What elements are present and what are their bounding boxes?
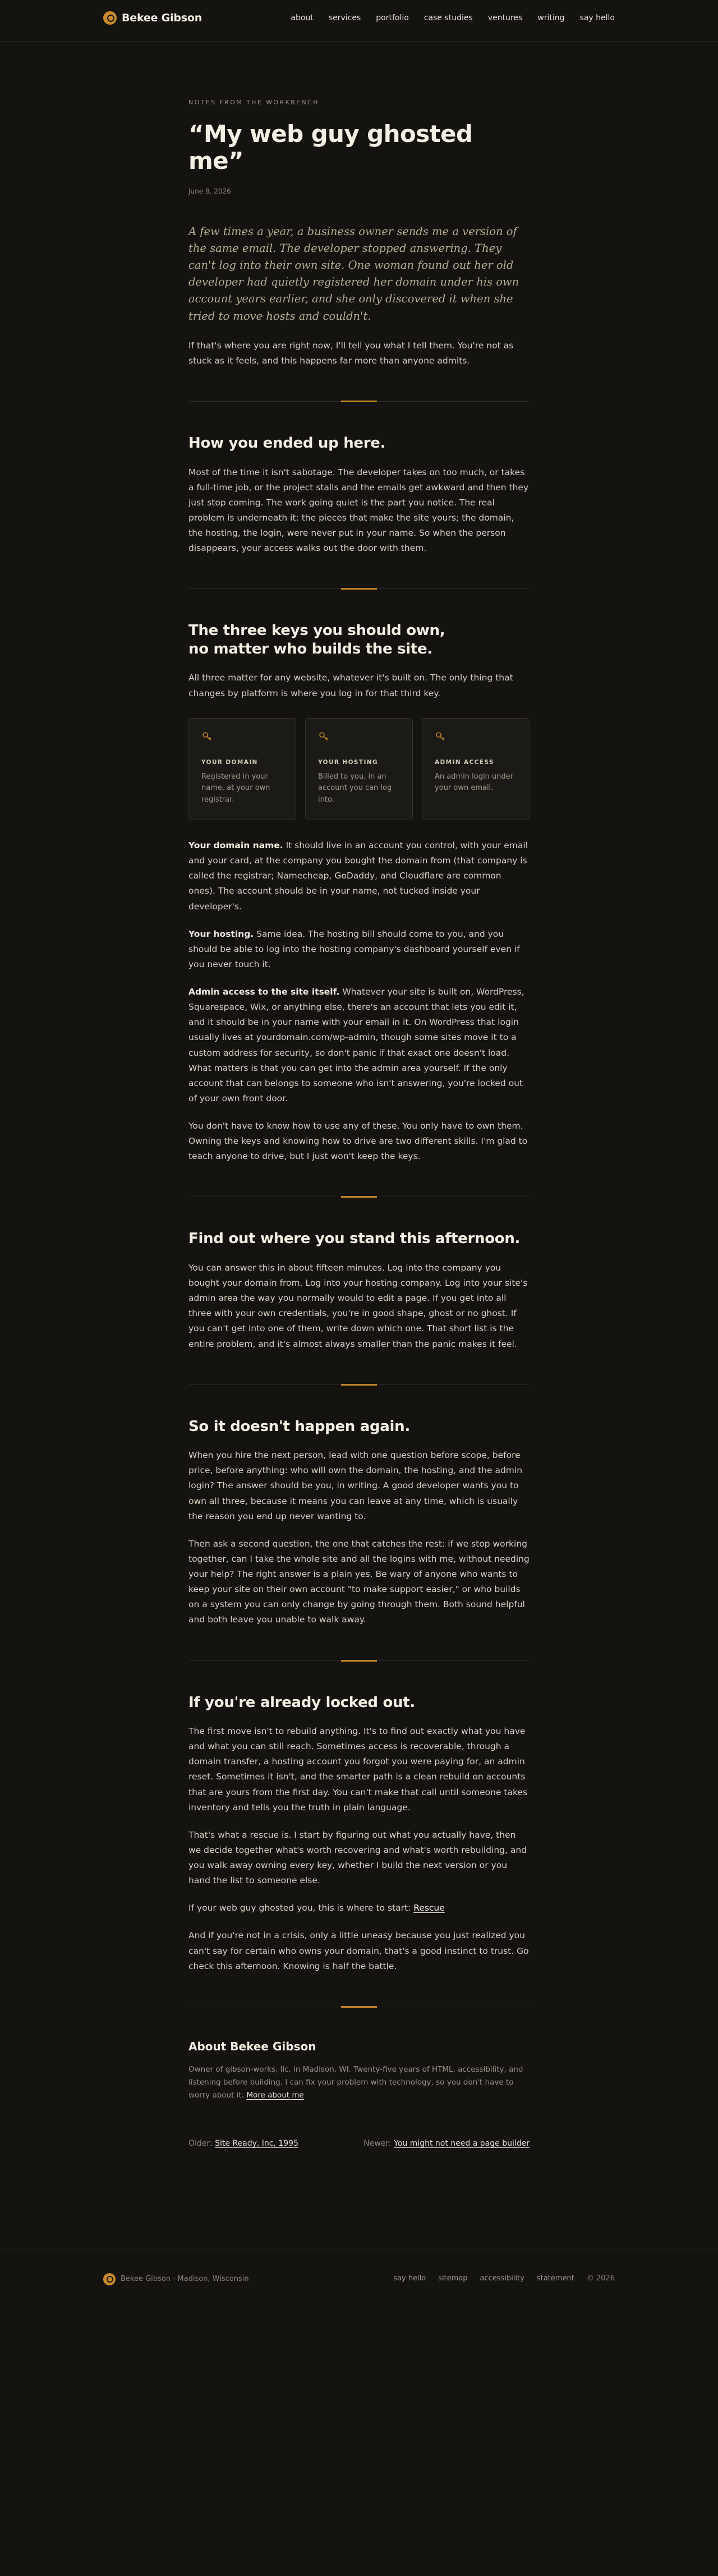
paragraph: You don't have to know how to use any of these. You only have to own them. Owning the keys and knowing how to drive are two different skills. I'm glad to teach anyone to drive, but I just won't keep the keys. (188, 1121, 528, 1162)
section-divider (188, 401, 530, 402)
older-post (188, 2139, 298, 2148)
footer-brand (103, 2273, 249, 2285)
nav-services[interactable]: services (328, 13, 361, 22)
paragraph: You can answer this in about fifteen minutes. Log into the company you bought your domain from. Log into your hosting company. Log into your site's admin area the way you normally would to edit a page. If you get into all three with your own credentials, you're in good shape, ghost or no ghost. If you can't get into one of them, write down which one. That short list is the entire problem, and it's almost always smaller than the panic makes it feel. (188, 1262, 528, 1349)
footer-link-accessibility[interactable]: accessibility (480, 2274, 524, 2283)
nav-writing[interactable]: writing (537, 13, 565, 22)
page-title: “My web guy ghosted me” (188, 120, 473, 175)
footer-tagline: Bekee Gibson · Madison, Wisconsin (121, 2275, 249, 2284)
newer-post-link[interactable]: You might not need a page builder (394, 2138, 530, 2148)
nav-portfolio[interactable]: portfolio (376, 13, 409, 22)
publish-date: June 8, 2026 (188, 187, 231, 195)
footer-link-sitemap[interactable]: sitemap (438, 2274, 468, 2283)
lead-in: Admin access to the site itself. (188, 987, 340, 997)
lede: A few times a year, a business owner sends me a version of the same email. The developer stopped answering. They can't log into their own site. One woman found out her old developer had quietly registered her domain under his own account years earlier, and she only discovered it when she tried to move hosts and couldn't. (188, 224, 519, 323)
footer-link-say-hello[interactable]: say hello (393, 2274, 426, 2283)
section-heading: Find out where you stand this afternoon. (188, 1230, 521, 1248)
key-card-title: YOUR HOSTING (318, 758, 378, 766)
paragraph-text: Same idea. The hosting bill should come to you, and you should be able to log into the hosting company's dashboard yourself even if you never touch it. (188, 928, 520, 969)
paragraph: And if you're not in a crisis, only a little uneasy because you just realized you can't say for certain who owns your domain, that's a good instinct to trust. Go check this afternoon. Knowing is half the battle. (188, 1930, 529, 1971)
site-footer (0, 2248, 718, 2344)
footer-nav (393, 2274, 615, 2283)
key-icon (318, 731, 329, 742)
paragraph (188, 838, 530, 914)
brand-home-link[interactable] (103, 11, 202, 25)
about-author (188, 2040, 530, 2102)
nav-say-hello[interactable]: say hello (579, 13, 615, 22)
brand-name: Bekee Gibson (122, 12, 202, 24)
paragraph: Most of the time it isn't sabotage. The developer takes on too much, or takes a full-time job, or the project stalls and the emails get awkward and then they just stop coming. The work going quiet is the part you notice. The real problem is underneath it: the pieces that make the site yours; the domain, the hosting, the login, were never put in your name. So when the person disappears, your access walks out the door with them. (188, 467, 529, 554)
section-heading: If you're already locked out. (188, 1694, 415, 1711)
about-title: About Bekee Gibson (188, 2039, 316, 2053)
paragraph-text: If your web guy ghosted you, this is where to start: (188, 1903, 414, 1913)
intro-paragraph: If that's where you are right now, I'll tell you what I tell them. You're not as stuck as it feels, and this happens far more than anyone admits. (188, 340, 514, 366)
about-text (188, 2063, 530, 2102)
older-label: Older: (188, 2138, 215, 2148)
key-card-desc: Registered in your name, at your own registrar. (201, 772, 270, 804)
gibson-logo-icon (103, 11, 117, 25)
paragraph (188, 1901, 530, 1916)
paragraph: The first move isn't to rebuild anything. It's to find out exactly what you have and what you can still reach. Sometimes access is recoverable, through a domain transfer, a hosting account you forgot you were paying for, an admin reset. Sometimes it isn't, and the smarter path is a clean rebuild on accounts that are yours from the first day. You can't make that call until someone takes inventory and tells you the truth in plain language. (188, 1726, 528, 1813)
section-heading: The three keys you should own, no matter who builds the site. (188, 622, 445, 657)
lead-in: Your domain name. (188, 840, 283, 851)
eyebrow: NOTES FROM THE WORKBENCH (188, 99, 319, 106)
rescue-link[interactable]: Rescue (413, 1903, 445, 1913)
section-divider (188, 1384, 530, 1385)
section-heading: How you ended up here. (188, 435, 386, 452)
key-card-title: ADMIN ACCESS (435, 758, 494, 766)
footer-link-statement[interactable]: statement (536, 2274, 574, 2283)
main-nav (291, 13, 615, 22)
paragraph-text: It should live in an account you control, with your email and your card, at the company you bought the domain from (that company is called the registrar; Namecheap, GoDaddy, and Cloudflare are common ones). The account should be in your name, not tucked inside your developer's. (188, 840, 528, 912)
post-navigation (188, 2139, 530, 2148)
paragraph (188, 985, 530, 1106)
paragraph: Then ask a second question, the one that catches the rest: if we stop working together, can I take the whole site and all the logins with me, without needing your help? The right answer is a plain yes. Be wary of anyone who wants to keep your site on their own account "to make support easier," or who builds on a system you can only change by going through them. Both sound helpful and both leave you unable to walk away. (188, 1538, 530, 1625)
copyright: © 2026 (586, 2274, 615, 2283)
section-three-keys (188, 622, 530, 1164)
key-icon (201, 731, 213, 742)
key-card-desc: An admin login under your own email. (435, 772, 514, 793)
section-how-you-ended-up (188, 434, 530, 556)
section-where-you-stand (188, 1230, 530, 1351)
paragraph-text: Whatever your site is built on, WordPress, Squarespace, Wix, or anything else, there's an account that lets you edit it, and it should be in your name with your email in it. On WordPress that login usually lives at yourdomain.com/wp-admin, though some sites move it to a custom address for security, so don't panic if that exact one doesn't load. What matters is that you can get into the admin area yourself. If the only account that can belongs to someone who isn't answering, you're locked out of your own front door. (188, 987, 524, 1103)
lead-in: Your hosting. (188, 928, 254, 939)
key-card-admin (422, 718, 530, 820)
nav-ventures[interactable]: ventures (487, 13, 523, 22)
nav-case-studies[interactable]: case studies (424, 13, 473, 22)
newer-post (363, 2139, 530, 2148)
section-prevent (188, 1418, 530, 1628)
key-card-hosting (305, 718, 413, 820)
section-divider (188, 1660, 530, 1661)
key-card-title: YOUR DOMAIN (201, 758, 258, 766)
nav-about[interactable]: about (291, 13, 314, 22)
paragraph (188, 927, 530, 972)
key-card-desc: Billed to you, in an account you can log into. (318, 772, 392, 804)
site-header (0, 0, 718, 42)
key-card-domain (188, 718, 296, 820)
section-divider (188, 588, 530, 589)
paragraph: When you hire the next person, lead with one question before scope, before price, before anything: who will own the domain, the hosting, and the admin login? The answer should be you, in writing. A good developer wants you to own all three, because it means you can leave at any time, which is usually the reason you end up never wanting to. (188, 1450, 523, 1521)
article (188, 42, 530, 2148)
section-heading: So it doesn't happen again. (188, 1418, 410, 1435)
newer-label: Newer: (363, 2138, 394, 2148)
about-body: Owner of gibson-works, llc, in Madison, WI. Twenty-five years of HTML, accessibility, and listening before building. I can fix your problem with technology, so you don't have to worry about it. (188, 2064, 523, 2100)
older-post-link[interactable]: Site Ready, Inc, 1995 (215, 2138, 299, 2148)
more-about-me-link[interactable]: More about me (246, 2090, 304, 2100)
key-cards (188, 718, 530, 820)
key-icon (435, 731, 446, 742)
section-locked-out (188, 1694, 530, 1974)
paragraph: All three matter for any website, whatever it's built on. The only thing that changes by platform is where you log in for that third key. (188, 673, 513, 698)
paragraph: That's what a rescue is. I start by figuring out what you actually have, then we decide together what's worth recovering and what's worth rebuilding, and you walk away owning every key, whether I build the next version or you hand the list to someone else. (188, 1829, 527, 1886)
gibson-logo-icon[interactable] (103, 2273, 116, 2285)
